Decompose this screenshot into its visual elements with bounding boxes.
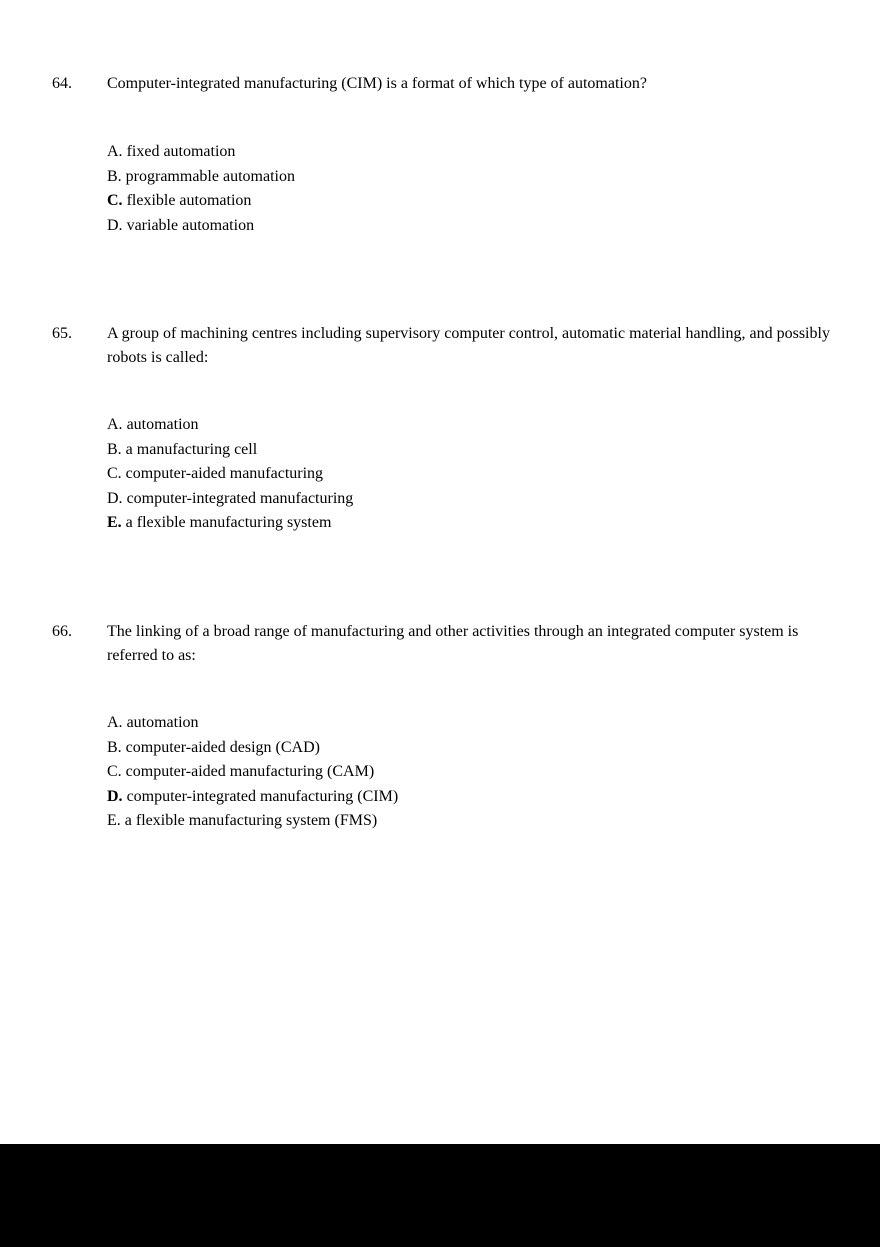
option-text: flexible automation bbox=[126, 192, 252, 209]
option-text: computer-aided manufacturing bbox=[125, 465, 324, 482]
option-e bbox=[107, 809, 398, 834]
option-c-correct bbox=[107, 189, 295, 214]
option-text: a flexible manufacturing system bbox=[125, 514, 332, 531]
option-letter: A. bbox=[107, 143, 123, 160]
option-text: computer-integrated manufacturing (CIM) bbox=[126, 787, 399, 805]
option-text: automation bbox=[126, 416, 199, 433]
option-b bbox=[107, 165, 295, 190]
option-d-correct bbox=[107, 785, 398, 810]
option-text: computer-aided design (CAD) bbox=[125, 738, 320, 756]
question-number: 66. bbox=[52, 623, 72, 640]
option-c bbox=[107, 462, 353, 487]
option-letter: B. bbox=[107, 167, 122, 185]
question-text: The linking of a broad range of manufacturing and other activities through an integrated computer system is referred to as: bbox=[107, 623, 799, 664]
answer-options bbox=[107, 140, 295, 238]
option-letter: D. bbox=[107, 216, 123, 234]
answer-options bbox=[107, 711, 398, 834]
answer-options bbox=[107, 413, 353, 536]
option-text: a manufacturing cell bbox=[125, 440, 258, 458]
question-text: Computer-integrated manufacturing (CIM) is a format of which type of automation? bbox=[107, 75, 647, 92]
option-e-correct bbox=[107, 511, 353, 536]
option-letter: C. bbox=[107, 465, 122, 482]
option-b bbox=[107, 736, 398, 761]
question-number: 65. bbox=[52, 325, 72, 342]
option-text: programmable automation bbox=[125, 167, 295, 185]
option-a bbox=[107, 711, 398, 736]
option-letter: E. bbox=[107, 812, 121, 829]
option-b bbox=[107, 438, 353, 463]
option-letter: C. bbox=[107, 763, 122, 780]
option-a bbox=[107, 413, 353, 438]
option-letter: C. bbox=[107, 192, 123, 209]
question-number: 64. bbox=[52, 75, 72, 92]
option-text: automation bbox=[126, 714, 199, 731]
option-letter: B. bbox=[107, 738, 122, 756]
option-letter: D. bbox=[107, 787, 123, 805]
option-text: fixed automation bbox=[126, 143, 236, 160]
option-text: computer-aided manufacturing (CAM) bbox=[125, 763, 375, 780]
option-letter: A. bbox=[107, 416, 123, 433]
option-letter: D. bbox=[107, 489, 123, 507]
option-d bbox=[107, 214, 295, 239]
option-a bbox=[107, 140, 295, 165]
question-text: A group of machining centres including supervisory computer control, automatic material handling, and possibly robots is called: bbox=[107, 325, 830, 366]
bottom-black-bar bbox=[0, 1144, 880, 1247]
option-text: a flexible manufacturing system (FMS) bbox=[124, 812, 378, 829]
option-letter: E. bbox=[107, 514, 122, 531]
option-text: computer-integrated manufacturing bbox=[126, 489, 354, 507]
option-c bbox=[107, 760, 398, 785]
option-letter: B. bbox=[107, 440, 122, 458]
option-text: variable automation bbox=[126, 216, 255, 234]
option-letter: A. bbox=[107, 714, 123, 731]
option-d bbox=[107, 487, 353, 512]
